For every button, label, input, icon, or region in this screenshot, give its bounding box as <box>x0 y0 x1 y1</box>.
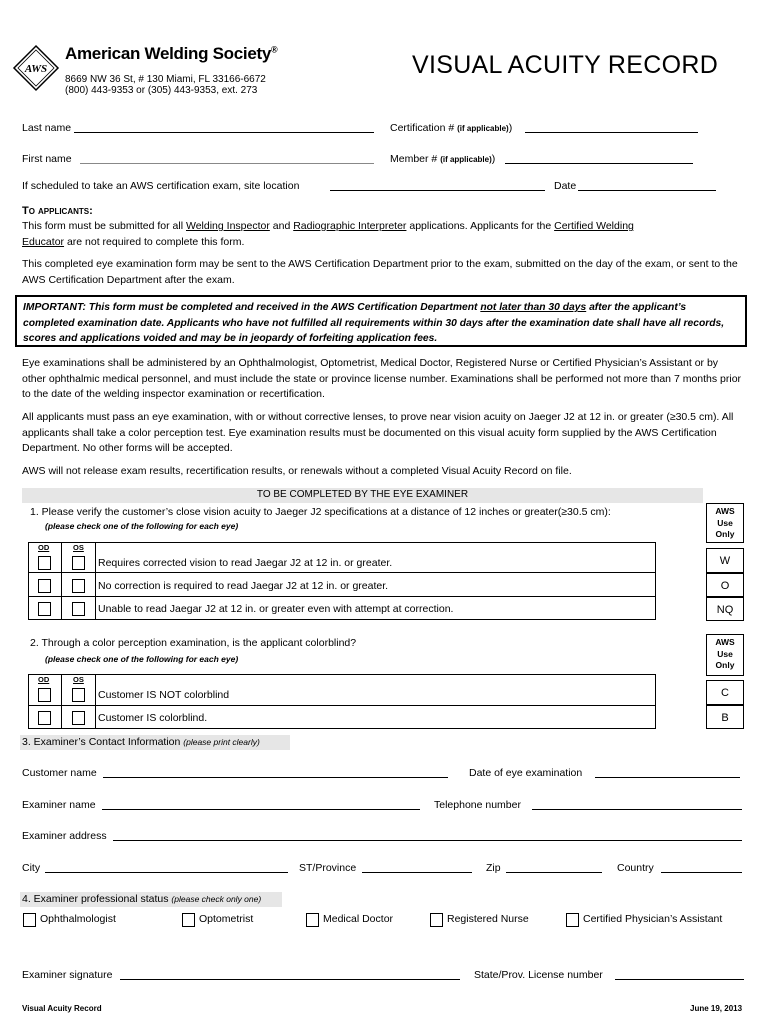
footer-right: June 19, 2013 <box>690 1004 743 1013</box>
q1-od-header: OD <box>38 543 50 552</box>
exam-date-field[interactable] <box>595 777 740 778</box>
requirements-paragraph: All applicants must pass an eye examination, with or without corrective lenses, to prove near vision acuity on Jaeger J2 at 12 in. or greater (≥30.5 cm). All applicants shall take a color perception test. Eye examination results must be documented on this visual acuity form supplied by the AWS Certification Department. No other forms will be accepted. <box>22 411 734 454</box>
q2-code-box-1: C <box>706 680 744 705</box>
q1-option-3: Unable to read Jaegar J2 at 12 in. or greater even with attempt at correction. <box>98 603 454 615</box>
q1-col-divider <box>95 542 96 620</box>
medical-doctor-label: Medical Doctor <box>323 913 394 925</box>
first-name-label: First name <box>22 153 72 165</box>
q2-option-2: Customer IS colorblind. <box>98 712 208 724</box>
site-location-field[interactable] <box>330 190 545 191</box>
examiner-address-field[interactable] <box>113 840 742 841</box>
examiner-signature-label: Examiner signature <box>22 969 113 981</box>
q1-od-checkbox-1[interactable] <box>38 556 51 570</box>
date-field[interactable] <box>578 190 716 191</box>
license-field[interactable] <box>615 979 744 980</box>
q1-os-checkbox-1[interactable] <box>72 556 85 570</box>
examiner-section-title: TO BE COMPLETED BY THE EYE EXAMINER <box>256 489 469 500</box>
release-paragraph: AWS will not release exam results, recertification results, or renewals without a completed Visual Acuity Record on file. <box>22 465 572 477</box>
customer-name-label: Customer name <box>22 767 97 779</box>
q2-od-checkbox-2[interactable] <box>38 711 51 725</box>
page-title: VISUAL ACUITY RECORD <box>412 51 719 79</box>
physicians-assistant-label: Certified Physician’s Assistant <box>583 913 723 925</box>
first-name-field[interactable] <box>80 163 374 164</box>
svg-text:AWS: AWS <box>24 63 48 75</box>
certification-label: Certification # (if applicable)) <box>390 122 513 134</box>
examiner-name-label: Examiner name <box>22 799 96 811</box>
license-label: State/Prov. License number <box>474 969 603 981</box>
q2-col-divider <box>61 674 62 729</box>
ophthalmologist-label: Ophthalmologist <box>40 913 116 925</box>
q2-od-checkbox-1[interactable] <box>38 688 51 702</box>
optometrist-label: Optometrist <box>199 913 254 925</box>
question-2: 2. Through a color perception examination, is the applicant colorblind? <box>30 637 357 649</box>
q1-code-box-2: O <box>706 573 744 597</box>
q1-row-divider <box>28 596 656 597</box>
important-notice: IMPORTANT: This form must be completed and received in the AWS Certification Department not later than 30 days after the applicant’s completed examination date. Applicants who have not fulfilled all requirements within 30 days after the examination date shall have all records, scores and applications voided and may be in jeopardy of forfeiting application fees. <box>15 295 747 347</box>
q2-os-header: OS <box>73 675 84 684</box>
telephone-label: Telephone number <box>434 799 521 811</box>
site-location-label: If scheduled to take an AWS certification exam, site location <box>22 180 300 192</box>
last-name-field[interactable] <box>74 132 374 133</box>
status-heading: 4. Examiner professional status (please check only one) <box>22 893 262 905</box>
q1-row-divider <box>28 572 656 573</box>
registered-nurse-label: Registered Nurse <box>447 913 529 925</box>
state-field[interactable] <box>362 872 472 873</box>
examiner-signature-field[interactable] <box>120 979 460 980</box>
ophthalmologist-checkbox[interactable] <box>23 913 36 927</box>
org-address-line2: (800) 443-9353 or (305) 443-9353, ext. 273 <box>65 85 258 96</box>
q1-os-checkbox-3[interactable] <box>72 602 85 616</box>
q1-col-divider <box>61 542 62 620</box>
state-label: ST/Province <box>299 862 357 874</box>
q2-os-checkbox-2[interactable] <box>72 711 85 725</box>
q2-col-divider <box>95 674 96 729</box>
q1-od-checkbox-3[interactable] <box>38 602 51 616</box>
q1-code-box-1: W <box>706 548 744 573</box>
contact-heading: 3. Examiner’s Contact Information (please print clearly) <box>22 736 260 748</box>
q1-os-header: OS <box>73 543 84 552</box>
date-label: Date <box>554 180 577 192</box>
examiner-address-label: Examiner address <box>22 830 107 842</box>
optometrist-checkbox[interactable] <box>182 913 195 927</box>
q1-os-checkbox-2[interactable] <box>72 579 85 593</box>
physicians-assistant-checkbox[interactable] <box>566 913 579 927</box>
q2-code-box-2: B <box>706 705 744 729</box>
aws-logo <box>12 44 60 92</box>
org-address-line1: 8669 NW 36 St, # 130 Miami, FL 33166-6672 <box>65 74 266 85</box>
question-1: 1. Please verify the customer’s close vision acuity to Jaeger J2 specifications at a distance of 12 inches or greater(≥30.5 cm): <box>30 506 611 518</box>
q2-od-header: OD <box>38 675 50 684</box>
country-label: Country <box>617 862 654 874</box>
zip-field[interactable] <box>506 872 602 873</box>
examination-paragraph: Eye examinations shall be administered by an Ophthalmologist, Optometrist, Medical Doctor, Registered Nurse or Certified Physician’s Assistant or by other ophthalmic medical personnel, and must include the state or province license number. Examinations shall be performed not more than 7 months prior to the date of the welding inspector examination or recertification. <box>22 357 742 400</box>
org-name: American Welding Society® <box>65 44 278 63</box>
q1-option-1: Requires corrected vision to read Jaegar J2 at 12 in. or greater. <box>98 557 393 569</box>
q1-aws-use-only: AWS Use Only <box>706 503 744 543</box>
zip-label: Zip <box>486 862 501 874</box>
country-field[interactable] <box>661 872 742 873</box>
telephone-field[interactable] <box>532 809 742 810</box>
question-1-note: (please check one of the following for each eye) <box>45 521 239 531</box>
q1-od-checkbox-2[interactable] <box>38 579 51 593</box>
certification-field[interactable] <box>525 132 698 133</box>
q1-option-2: No correction is required to read Jaegar J2 at 12 in. or greater. <box>98 580 389 592</box>
question-2-note: (please check one of the following for each eye) <box>45 654 239 664</box>
applicants-paragraph-2: This completed eye examination form may be sent to the AWS Certification Department prior to the exam, submitted on the day of the exam, or sent to the AWS Certification Department after the exam. <box>22 258 738 286</box>
customer-name-field[interactable] <box>103 777 448 778</box>
q2-os-checkbox-1[interactable] <box>72 688 85 702</box>
q1-code-box-3: NQ <box>706 597 744 621</box>
member-label: Member # (if applicable)) <box>390 153 496 165</box>
registered-nurse-checkbox[interactable] <box>430 913 443 927</box>
applicants-paragraph-1: This form must be submitted for all Welding Inspector and Radiographic Interpreter applications. Applicants for the Certified Welding Educator are not required to complete this form. <box>22 220 634 248</box>
q2-row-divider <box>28 705 656 706</box>
q2-option-1: Customer IS NOT colorblind <box>98 689 230 701</box>
examiner-name-field[interactable] <box>102 809 420 810</box>
last-name-label: Last name <box>22 122 72 134</box>
city-field[interactable] <box>45 872 288 873</box>
exam-date-label: Date of eye examination <box>469 767 583 779</box>
medical-doctor-checkbox[interactable] <box>306 913 319 927</box>
q2-aws-use-only: AWS Use Only <box>706 634 744 676</box>
footer-left: Visual Acuity Record <box>22 1004 102 1013</box>
city-label: City <box>22 862 41 874</box>
applicants-heading: To applicants: <box>22 205 93 217</box>
member-field[interactable] <box>505 163 693 164</box>
